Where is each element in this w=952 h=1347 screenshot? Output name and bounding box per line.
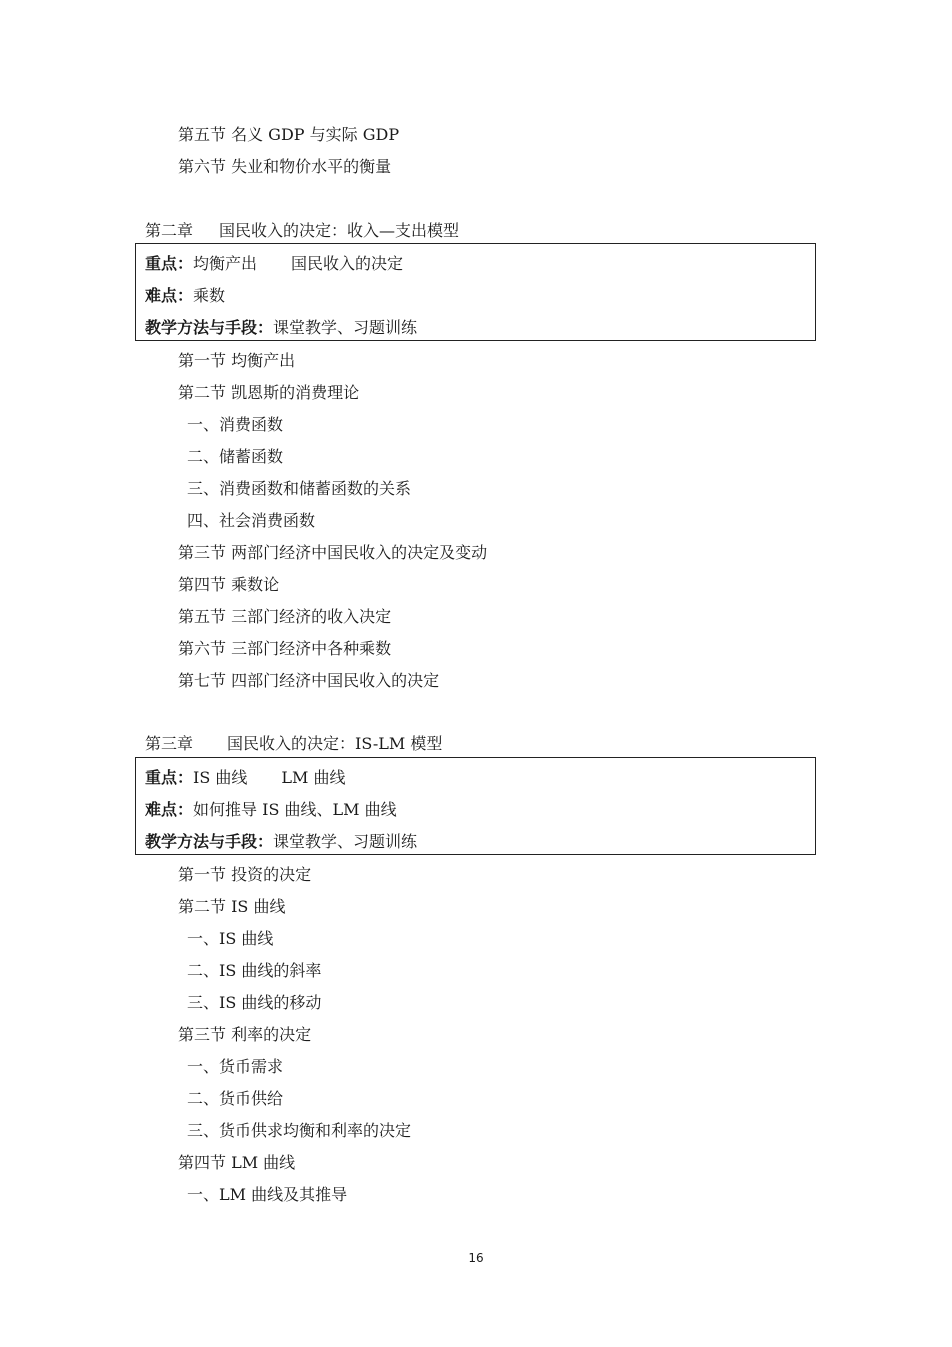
chapter-summary-box [135,757,816,855]
section-heading: 第五节 名义 GDP 与实际 GDP [178,125,400,144]
key-points: 重点：IS 曲线 LM 曲线 [145,768,346,787]
section-heading: 第六节 失业和物价水平的衡量 [178,157,392,176]
difficult-points: 难点：乘数 [145,286,226,305]
teaching-methods-text: 课堂教学、习题训练 [273,318,418,337]
section-heading: 第三节 利率的决定 [178,1025,312,1044]
teaching-methods-text: 课堂教学、习题训练 [273,832,418,851]
key-points-label: 重点 [145,254,178,273]
difficult-points: 难点：如何推导 IS 曲线、LM 曲线 [145,800,397,819]
key-point-item: LM 曲线 [281,768,346,787]
subsection-item: 二、储蓄函数 [187,447,284,466]
teaching-methods-label: 教学方法与手段 [145,318,258,337]
section-heading: 第二节 凯恩斯的消费理论 [178,383,360,402]
subsection-item: 三、消费函数和储蓄函数的关系 [187,479,412,498]
section-heading: 第五节 三部门经济的收入决定 [178,607,392,626]
section-heading: 第四节 乘数论 [178,575,280,594]
chapter-number: 第二章 [145,221,194,240]
section-heading: 第七节 四部门经济中国民收入的决定 [178,671,440,690]
chapter-summary-box [135,243,816,341]
subsection-item: 四、社会消费函数 [187,511,316,530]
difficult-points-text: 如何推导 IS 曲线、LM 曲线 [193,800,397,819]
subsection-item: 二、IS 曲线的斜率 [187,961,322,980]
difficult-points-label: 难点 [145,286,178,305]
subsection-item: 一、货币需求 [187,1057,284,1076]
difficult-points-label: 难点 [145,800,178,819]
section-heading: 第一节 均衡产出 [178,351,296,370]
teaching-methods: 教学方法与手段：课堂教学、习题训练 [145,832,418,851]
key-point-item: IS 曲线 [193,768,248,787]
key-point-item: 均衡产出 [193,254,258,273]
subsection-item: 三、IS 曲线的移动 [187,993,322,1012]
section-heading: 第一节 投资的决定 [178,865,312,884]
page-number: 16 [468,1251,484,1265]
chapter-title: 国民收入的决定：收入—支出模型 [219,221,460,240]
key-points: 重点：均衡产出 国民收入的决定 [145,254,404,273]
teaching-methods: 教学方法与手段：课堂教学、习题训练 [145,318,418,337]
subsection-item: 二、货币供给 [187,1089,284,1108]
difficult-points-text: 乘数 [193,286,226,305]
section-heading: 第三节 两部门经济中国民收入的决定及变动 [178,543,488,562]
subsection-item: 一、IS 曲线 [187,929,274,948]
key-point-item: 国民收入的决定 [291,254,404,273]
key-points-label: 重点 [145,768,178,787]
teaching-methods-label: 教学方法与手段 [145,832,258,851]
section-heading: 第四节 LM 曲线 [178,1153,296,1172]
subsection-item: 三、货币供求均衡和利率的决定 [187,1121,412,1140]
section-heading: 第六节 三部门经济中各种乘数 [178,639,392,658]
chapter-number: 第三章 [145,734,194,753]
chapter-title: 国民收入的决定：IS-LM 模型 [227,734,443,753]
section-heading: 第二节 IS 曲线 [178,897,286,916]
subsection-item: 一、LM 曲线及其推导 [187,1185,348,1204]
chapter-heading [145,221,459,241]
chapter-heading [145,734,442,754]
subsection-item: 一、消费函数 [187,415,284,434]
